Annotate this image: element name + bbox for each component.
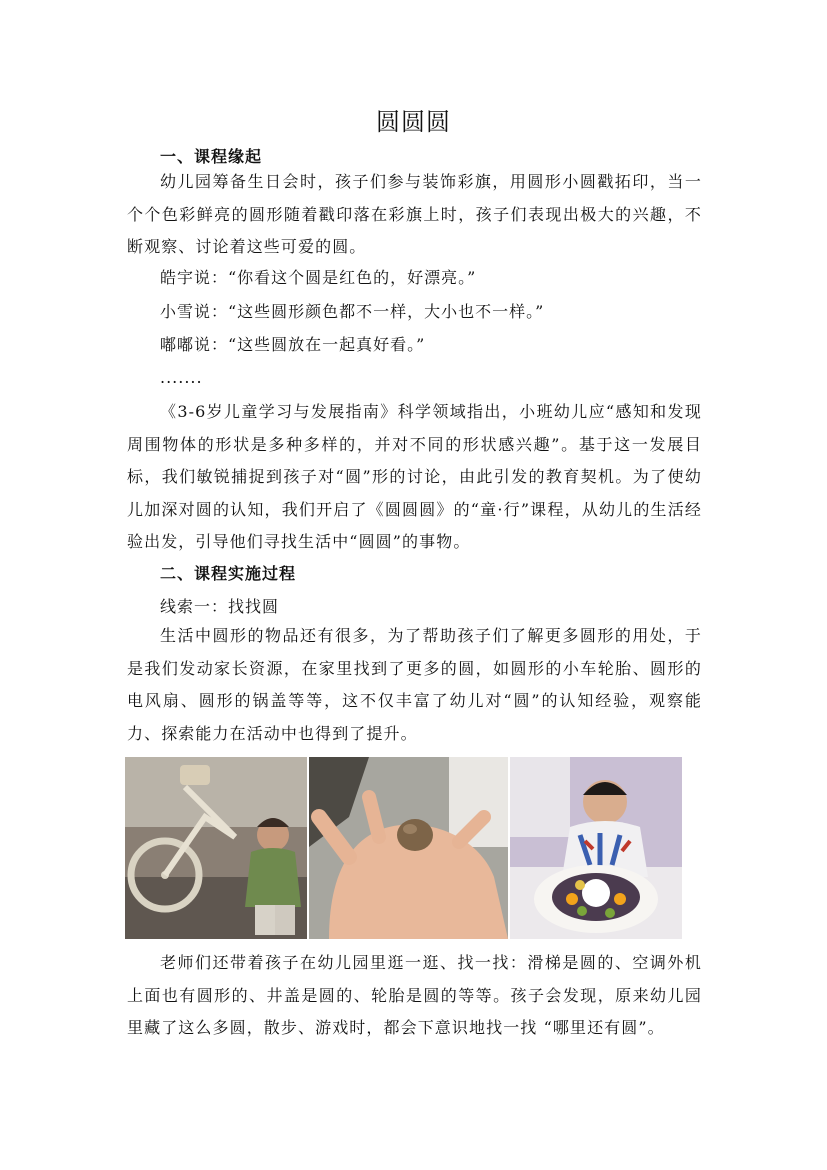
ellipsis: ....... <box>160 368 203 387</box>
intro-paragraph: 幼儿园筹备生日会时，孩子们参与装饰彩旗，用圆形小圆戳拓印，当一个个色彩鲜亮的圆形随着戳印落在彩旗上时，孩子们表现出极大的兴趣，不断观察、讨论着这些可爱的圆。 <box>127 172 702 256</box>
guide-paragraph: 《3-6岁儿童学习与发展指南》科学领域指出，小班幼儿应“感知和发现周围物体的形状是多种多样的，并对不同的形状感兴趣”。基于这一发展目标，我们敏锐捕捉到孩子对“圆”形的讨论，由此引发的教育契机。为了使幼儿加深对圆的认知，我们开启了《圆圆圆》的“童·行”课程，从幼儿的生活经验出发，引导他们寻找生活中“圆圆”的事物。 <box>127 402 702 551</box>
quote-haoyu: 皓宇说：“你看这个圆是红色的，好漂亮。” <box>160 268 477 287</box>
photo-child-with-bicycle <box>125 757 307 939</box>
quote-xiaoxue: 小雪说：“这些圆形颜色都不一样，大小也不一样。” <box>160 302 545 321</box>
kindergarten-paragraph: 老师们还带着孩子在幼儿园里逛一逛、找一找：滑梯是圆的、空调外机上面也有圆形的、井盖是圆的、轮胎是圆的等等。孩子会发现，原来幼儿园里藏了这么多圆，散步、游戏时，都会下意识地找一找 “哪里还有圆”。 <box>127 953 702 1037</box>
quote-dudu: 嘟嘟说：“这些圆放在一起真好看。” <box>160 335 426 354</box>
section-heading-process: 二、课程实施过程 <box>160 564 297 583</box>
section-heading-origin: 一、课程缘起 <box>160 147 263 166</box>
photo-hand-holding-round-object <box>309 757 508 939</box>
document-title: 圆圆圆 <box>376 108 451 136</box>
clue-one: 线索一：找找圆 <box>160 597 280 616</box>
life-paragraph: 生活中圆形的物品还有很多，为了帮助孩子们了解更多圆形的用处，于是我们发动家长资源，在家里找到了更多的圆，如圆形的小车轮胎、圆形的电风扇、圆形的锅盖等等，这不仅丰富了幼儿对“圆”的认知经验，观察能力、探索能力在活动中也得到了提升。 <box>127 626 702 743</box>
photo-child-with-round-plate <box>510 757 682 939</box>
